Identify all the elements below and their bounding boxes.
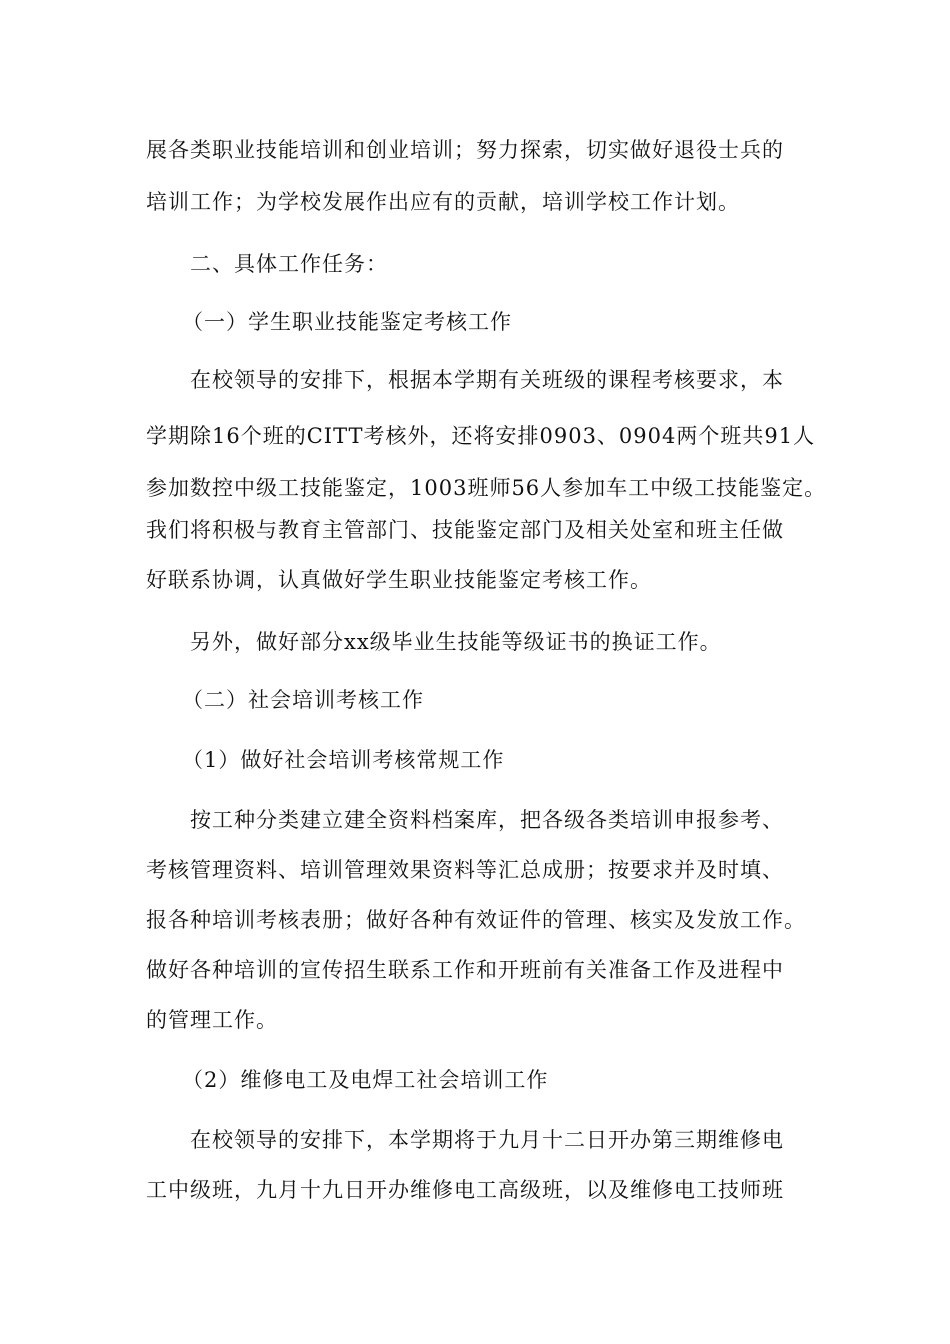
subsection-heading-1: （一）学生职业技能鉴定考核工作 bbox=[182, 310, 512, 334]
text-line-2: 培训工作；为学校发展作出应有的贡献，培训学校工作计划。 bbox=[146, 190, 740, 214]
text-line-13: 按工种分类建立建全资料档案库，把各级各类培训申报参考、 bbox=[190, 808, 784, 832]
subsection-heading-2: （二）社会培训考核工作 bbox=[182, 688, 424, 712]
text-line-8: 我们将积极与教育主管部门、技能鉴定部门及相关处室和班主任做 bbox=[146, 518, 784, 542]
text-line-17: 的管理工作。 bbox=[146, 1008, 278, 1032]
item-heading-2: （2）维修电工及电焊工社会培训工作 bbox=[182, 1068, 549, 1092]
text-line-20: 工中级班，九月十九日开办维修电工高级班，以及维修电工技师班 bbox=[146, 1178, 784, 1202]
text-line-19: 在校领导的安排下，本学期将于九月十二日开办第三期维修电 bbox=[190, 1128, 784, 1152]
text-line-1: 展各类职业技能培训和创业培训；努力探索，切实做好退役士兵的 bbox=[146, 138, 784, 162]
text-line-10: 另外，做好部分xx级毕业生技能等级证书的换证工作。 bbox=[190, 630, 722, 654]
text-line-16: 做好各种培训的宣传招生联系工作和开班前有关准备工作及进程中 bbox=[146, 958, 784, 982]
text-line-6: 学期除16个班的CITT考核外，还将安排0903、0904两个班共91人 bbox=[146, 424, 816, 448]
text-line-14: 考核管理资料、培训管理效果资料等汇总成册；按要求并及时填、 bbox=[146, 858, 784, 882]
item-heading-1: （1）做好社会培训考核常规工作 bbox=[182, 748, 505, 772]
text-line-9: 好联系协调，认真做好学生职业技能鉴定考核工作。 bbox=[146, 568, 652, 592]
section-heading-2: 二、具体工作任务： bbox=[190, 252, 388, 276]
text-line-5: 在校领导的安排下，根据本学期有关班级的课程考核要求，本 bbox=[190, 368, 784, 392]
text-line-7: 参加数控中级工技能鉴定，1003班师56人参加车工中级工技能鉴定。 bbox=[146, 476, 827, 500]
text-line-15: 报各种培训考核表册；做好各种有效证件的管理、核实及发放工作。 bbox=[146, 908, 806, 932]
